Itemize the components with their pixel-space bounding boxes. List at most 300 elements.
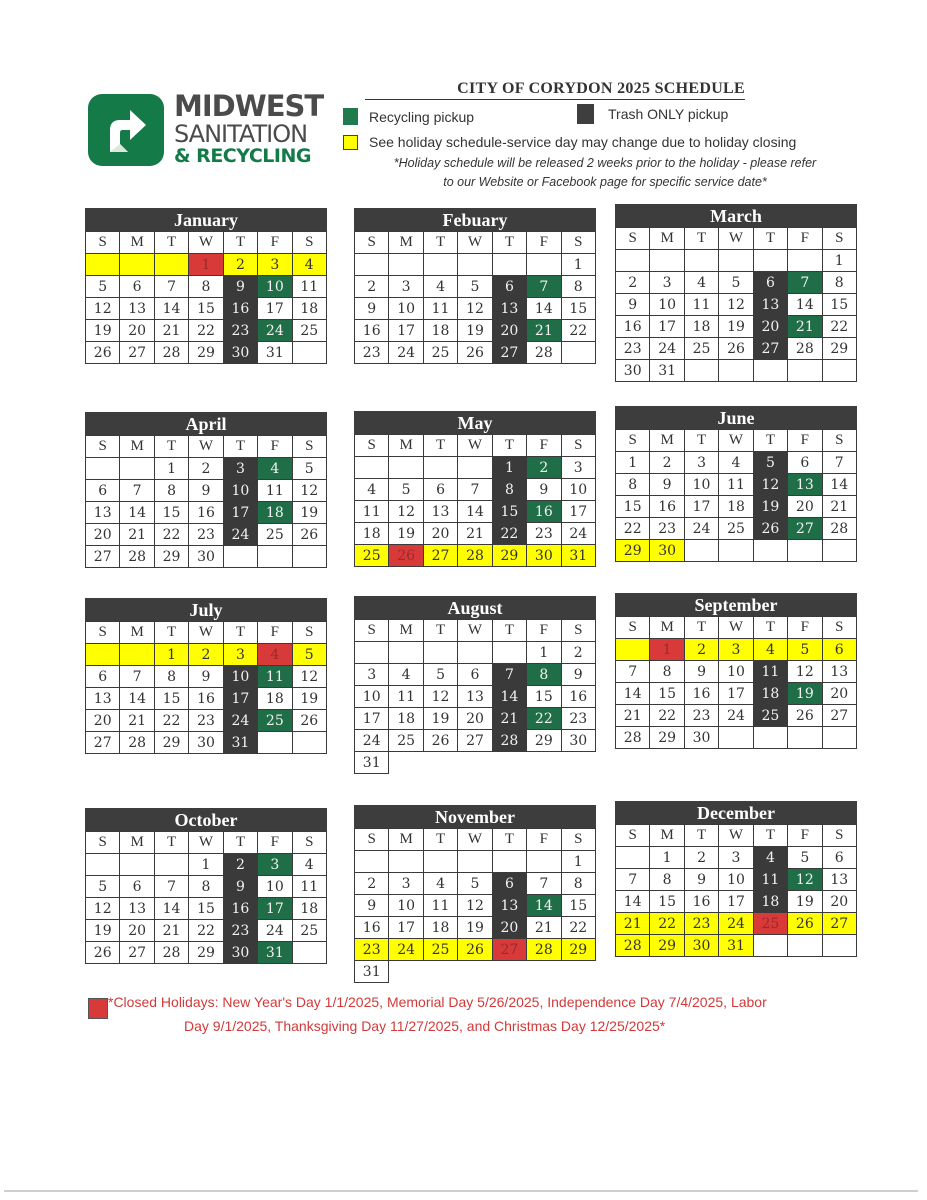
day-cell: 21 [120, 524, 154, 546]
day-cell: 5 [389, 479, 423, 501]
month-title: October [85, 808, 327, 831]
trash-pickup-day: 19 [753, 496, 787, 518]
weekday-label: S [822, 430, 856, 452]
empty-cell [458, 752, 492, 774]
day-cell: 17 [719, 891, 753, 913]
day-cell: 10 [650, 294, 684, 316]
week-row [355, 479, 596, 501]
day-cell: 18 [389, 708, 423, 730]
logo-wordmark [174, 89, 324, 167]
empty-cell [458, 961, 492, 983]
empty-cell [788, 727, 822, 749]
day-cell: 19 [86, 920, 120, 942]
weekday-header-row [616, 825, 857, 847]
month-table [85, 231, 327, 364]
week-row [355, 708, 596, 730]
day-cell: 10 [561, 479, 595, 501]
week-row [616, 869, 857, 891]
day-cell: 22 [189, 920, 223, 942]
month-table [85, 621, 327, 754]
empty-cell [389, 752, 423, 774]
logo-badge [88, 94, 164, 166]
weekday-header-row [355, 232, 596, 254]
weekday-label: T [753, 228, 787, 250]
day-cell: 4 [684, 272, 718, 294]
day-cell: 9 [355, 895, 389, 917]
weekday-label: S [616, 825, 650, 847]
empty-cell [458, 254, 492, 276]
day-cell: 12 [86, 298, 120, 320]
weekday-label: T [753, 617, 787, 639]
day-cell: 11 [423, 895, 457, 917]
day-cell: 25 [292, 320, 326, 342]
recycling-pickup-day: 14 [527, 895, 561, 917]
weekday-label: T [423, 620, 457, 642]
empty-cell [753, 250, 787, 272]
weekday-label: W [719, 228, 753, 250]
day-cell: 9 [650, 474, 684, 496]
empty-cell [389, 254, 423, 276]
empty-cell [292, 942, 326, 964]
day-cell: 18 [423, 917, 457, 939]
day-cell: 1 [154, 458, 188, 480]
day-cell: 25 [258, 524, 292, 546]
empty-cell [753, 727, 787, 749]
trash-pickup-day: 20 [492, 320, 526, 342]
day-cell: 4 [292, 854, 326, 876]
day-cell: 8 [650, 869, 684, 891]
trash-pickup-day: 13 [753, 294, 787, 316]
empty-cell [458, 851, 492, 873]
week-row [355, 342, 596, 364]
holiday-schedule-day: 31 [561, 545, 595, 567]
trash-pickup-day: 27 [492, 342, 526, 364]
closed-holiday-day: 1 [650, 639, 684, 661]
week-row [355, 851, 596, 873]
empty-cell [492, 752, 526, 774]
holiday-schedule-day: 31 [719, 935, 753, 957]
weekday-label: F [788, 825, 822, 847]
recycling-pickup-day: 25 [258, 710, 292, 732]
week-row [616, 316, 857, 338]
holiday-schedule-day: 2 [189, 644, 223, 666]
empty-cell [458, 457, 492, 479]
day-cell: 8 [822, 272, 856, 294]
trash-pickup-day: 17 [223, 688, 257, 710]
weekday-label: F [527, 829, 561, 851]
week-row [616, 474, 857, 496]
weekday-label: W [458, 620, 492, 642]
empty-cell [120, 458, 154, 480]
day-cell: 27 [822, 705, 856, 727]
empty-cell [527, 851, 561, 873]
recycling-pickup-day: 11 [258, 666, 292, 688]
empty-cell [389, 961, 423, 983]
day-cell: 28 [822, 518, 856, 540]
legend-recycling [343, 108, 474, 125]
empty-cell [355, 851, 389, 873]
weekday-label: F [788, 228, 822, 250]
day-cell: 26 [292, 710, 326, 732]
week-row [616, 847, 857, 869]
day-cell: 3 [561, 457, 595, 479]
weekday-label: T [492, 829, 526, 851]
weekday-header-row [616, 617, 857, 639]
closed-holiday-day: 26 [389, 545, 423, 567]
day-cell: 28 [120, 546, 154, 568]
empty-cell [719, 360, 753, 382]
empty-cell [492, 851, 526, 873]
empty-cell [753, 935, 787, 957]
trash-pickup-day: 13 [492, 298, 526, 320]
empty-cell [292, 342, 326, 364]
holiday-schedule-day: 3 [223, 644, 257, 666]
weekday-label: T [154, 832, 188, 854]
week-row [355, 523, 596, 545]
day-cell: 17 [650, 316, 684, 338]
weekday-label: T [223, 832, 257, 854]
day-cell: 15 [822, 294, 856, 316]
day-cell: 19 [423, 708, 457, 730]
day-cell: 10 [719, 661, 753, 683]
day-cell: 22 [154, 524, 188, 546]
day-cell: 20 [458, 708, 492, 730]
day-cell: 28 [527, 342, 561, 364]
weekday-label: F [788, 617, 822, 639]
day-cell: 21 [154, 920, 188, 942]
holiday-schedule-day: 28 [616, 935, 650, 957]
day-cell: 24 [684, 518, 718, 540]
day-cell: 17 [258, 298, 292, 320]
empty-cell [423, 642, 457, 664]
trash-pickup-day: 24 [223, 524, 257, 546]
weekday-label: W [189, 436, 223, 458]
day-cell: 16 [684, 891, 718, 913]
holiday-schedule-day: 27 [423, 545, 457, 567]
day-cell: 27 [458, 730, 492, 752]
trash-pickup-day: 11 [753, 869, 787, 891]
holiday-schedule-day: 27 [822, 913, 856, 935]
weekday-label: S [355, 829, 389, 851]
day-cell: 14 [527, 298, 561, 320]
day-cell: 19 [86, 320, 120, 342]
day-cell: 21 [458, 523, 492, 545]
week-row [355, 545, 596, 567]
weekday-label: W [719, 825, 753, 847]
empty-cell [788, 360, 822, 382]
day-cell: 5 [719, 272, 753, 294]
day-cell: 6 [423, 479, 457, 501]
day-cell: 29 [189, 342, 223, 364]
week-row [355, 254, 596, 276]
day-cell: 18 [423, 320, 457, 342]
recycling-pickup-day: 22 [527, 708, 561, 730]
day-cell: 29 [822, 338, 856, 360]
recycling-pickup-day: 18 [258, 502, 292, 524]
weekday-label: F [788, 430, 822, 452]
week-row [355, 873, 596, 895]
holiday-schedule-day [616, 639, 650, 661]
empty-cell [719, 727, 753, 749]
trash-pickup-day: 6 [492, 276, 526, 298]
weekday-header-row [355, 435, 596, 457]
weekday-label: M [389, 620, 423, 642]
week-row [86, 732, 327, 754]
day-cell: 13 [822, 661, 856, 683]
day-cell: 9 [684, 661, 718, 683]
recycling-pickup-day: 19 [788, 683, 822, 705]
recycling-pickup-day: 17 [258, 898, 292, 920]
day-cell: 9 [189, 480, 223, 502]
recycling-pickup-day: 13 [788, 474, 822, 496]
day-cell: 14 [154, 898, 188, 920]
empty-cell [822, 360, 856, 382]
day-cell: 30 [189, 732, 223, 754]
trash-pickup-day: 28 [492, 730, 526, 752]
trash-pickup-day: 6 [753, 272, 787, 294]
legend-recycling-label: Recycling pickup [369, 108, 475, 125]
weekday-label: W [189, 832, 223, 854]
legend-holiday [343, 134, 796, 150]
weekday-label: S [616, 228, 650, 250]
week-row [355, 457, 596, 479]
recycling-pickup-day: 16 [527, 501, 561, 523]
day-cell: 19 [292, 502, 326, 524]
trash-pickup-day: 12 [753, 474, 787, 496]
holiday-swatch-icon [343, 135, 358, 150]
empty-cell [684, 250, 718, 272]
day-cell: 8 [616, 474, 650, 496]
month-table [354, 434, 596, 567]
month-title: July [85, 598, 327, 621]
day-cell: 6 [822, 847, 856, 869]
weekday-label: W [719, 617, 753, 639]
holiday-schedule-day: 24 [719, 913, 753, 935]
trash-pickup-day: 14 [492, 686, 526, 708]
day-cell: 18 [292, 298, 326, 320]
weekday-label: T [492, 232, 526, 254]
day-cell: 2 [355, 873, 389, 895]
day-cell: 22 [561, 917, 595, 939]
empty-cell [650, 250, 684, 272]
weekday-label: F [258, 232, 292, 254]
week-row [86, 644, 327, 666]
trash-pickup-day: 18 [753, 891, 787, 913]
day-cell: 20 [86, 710, 120, 732]
weekday-label: S [355, 620, 389, 642]
day-cell: 15 [154, 502, 188, 524]
week-row [86, 710, 327, 732]
day-cell: 23 [616, 338, 650, 360]
holiday-note-line1: *Holiday schedule will be released 2 weeks prior to the holiday - please refer [393, 156, 817, 170]
weekday-label: T [154, 436, 188, 458]
holiday-schedule-day: 5 [292, 644, 326, 666]
trash-pickup-day: 5 [753, 452, 787, 474]
legend-trash [577, 104, 728, 124]
day-cell: 12 [389, 501, 423, 523]
week-row [616, 294, 857, 316]
holiday-schedule-day [86, 254, 120, 276]
recycling-pickup-day: 10 [258, 276, 292, 298]
trash-pickup-day: 18 [753, 683, 787, 705]
holiday-schedule-day: 29 [616, 540, 650, 562]
day-cell: 2 [355, 276, 389, 298]
weekday-label: M [389, 232, 423, 254]
day-cell: 15 [650, 891, 684, 913]
trash-pickup-day: 27 [753, 338, 787, 360]
weekday-label: S [355, 232, 389, 254]
empty-cell [292, 732, 326, 754]
day-cell: 24 [355, 730, 389, 752]
recycle-arrow-icon [96, 100, 156, 160]
day-cell: 26 [423, 730, 457, 752]
day-cell: 20 [822, 683, 856, 705]
empty-cell [423, 457, 457, 479]
holiday-schedule-day: 2 [684, 639, 718, 661]
week-row [355, 961, 596, 983]
closed-holiday-day: 1 [189, 254, 223, 276]
day-cell: 1 [561, 254, 595, 276]
day-cell: 29 [650, 727, 684, 749]
weekday-label: T [154, 622, 188, 644]
month-may [354, 411, 596, 567]
day-cell: 16 [355, 917, 389, 939]
weekday-label: S [86, 232, 120, 254]
day-cell: 23 [189, 524, 223, 546]
day-cell: 19 [788, 891, 822, 913]
weekday-label: T [423, 232, 457, 254]
trash-pickup-day: 4 [753, 847, 787, 869]
empty-cell [788, 540, 822, 562]
day-cell: 15 [616, 496, 650, 518]
holiday-schedule-day: 29 [561, 939, 595, 961]
weekday-header-row [86, 232, 327, 254]
day-cell: 20 [86, 524, 120, 546]
trash-pickup-day: 23 [223, 320, 257, 342]
trash-pickup-day: 13 [492, 895, 526, 917]
weekday-label: S [86, 436, 120, 458]
day-cell: 8 [561, 276, 595, 298]
weekday-label: S [561, 829, 595, 851]
week-row [86, 276, 327, 298]
day-cell: 31 [355, 961, 389, 983]
week-row [86, 688, 327, 710]
weekday-label: T [492, 620, 526, 642]
week-row [86, 502, 327, 524]
weekday-label: M [650, 430, 684, 452]
holiday-schedule-day: 23 [355, 939, 389, 961]
day-cell: 29 [527, 730, 561, 752]
day-cell: 7 [527, 873, 561, 895]
trash-pickup-day: 24 [223, 710, 257, 732]
month-table [615, 227, 857, 382]
holiday-schedule-day: 5 [788, 639, 822, 661]
holiday-schedule-day: 4 [753, 639, 787, 661]
month-table [354, 231, 596, 364]
day-cell: 11 [389, 686, 423, 708]
day-cell: 30 [189, 546, 223, 568]
day-cell: 14 [154, 298, 188, 320]
recycling-pickup-day: 27 [788, 518, 822, 540]
weekday-header-row [86, 436, 327, 458]
weekday-label: M [120, 622, 154, 644]
trash-pickup-day: 11 [753, 661, 787, 683]
week-row [86, 920, 327, 942]
day-cell: 29 [154, 546, 188, 568]
day-cell: 18 [719, 496, 753, 518]
week-row [616, 661, 857, 683]
empty-cell [120, 854, 154, 876]
day-cell: 12 [292, 666, 326, 688]
closed-holiday-day: 25 [753, 913, 787, 935]
week-row [355, 895, 596, 917]
week-row [86, 458, 327, 480]
day-cell: 8 [154, 480, 188, 502]
empty-cell [616, 847, 650, 869]
trash-pickup-day: 30 [223, 342, 257, 364]
weekday-header-row [86, 622, 327, 644]
recycling-pickup-day: 3 [258, 854, 292, 876]
weekday-label: F [527, 620, 561, 642]
day-cell: 20 [423, 523, 457, 545]
holiday-schedule-day: 3 [719, 639, 753, 661]
holiday-schedule-day: 2 [223, 254, 257, 276]
day-cell: 17 [561, 501, 595, 523]
day-cell: 1 [822, 250, 856, 272]
empty-cell [788, 935, 822, 957]
day-cell: 7 [120, 480, 154, 502]
trash-pickup-day: 16 [223, 298, 257, 320]
weekday-label: M [389, 435, 423, 457]
day-cell: 5 [458, 276, 492, 298]
empty-cell [423, 961, 457, 983]
recycling-pickup-day: 12 [788, 869, 822, 891]
day-cell: 21 [616, 705, 650, 727]
empty-cell [292, 546, 326, 568]
empty-cell [423, 752, 457, 774]
month-table [615, 616, 857, 749]
week-row [86, 942, 327, 964]
day-cell: 17 [719, 683, 753, 705]
week-row [355, 752, 596, 774]
weekday-label: M [650, 825, 684, 847]
weekday-header-row [355, 829, 596, 851]
day-cell: 5 [423, 664, 457, 686]
week-row [86, 480, 327, 502]
day-cell: 28 [788, 338, 822, 360]
day-cell: 24 [561, 523, 595, 545]
trash-pickup-day: 20 [753, 316, 787, 338]
day-cell: 8 [189, 276, 223, 298]
month-november [354, 805, 596, 983]
day-cell: 17 [684, 496, 718, 518]
weekday-label: S [561, 435, 595, 457]
empty-cell [389, 642, 423, 664]
weekday-label: T [223, 622, 257, 644]
empty-cell [684, 540, 718, 562]
week-row [616, 338, 857, 360]
week-row [86, 854, 327, 876]
weekday-label: S [616, 430, 650, 452]
day-cell: 8 [189, 876, 223, 898]
day-cell: 15 [561, 298, 595, 320]
holiday-schedule-day: 24 [389, 939, 423, 961]
page-title: CITY OF CORYDON 2025 SCHEDULE [365, 80, 745, 100]
empty-cell [492, 254, 526, 276]
day-cell: 9 [527, 479, 561, 501]
month-table [85, 435, 327, 568]
recycling-pickup-day: 21 [527, 320, 561, 342]
